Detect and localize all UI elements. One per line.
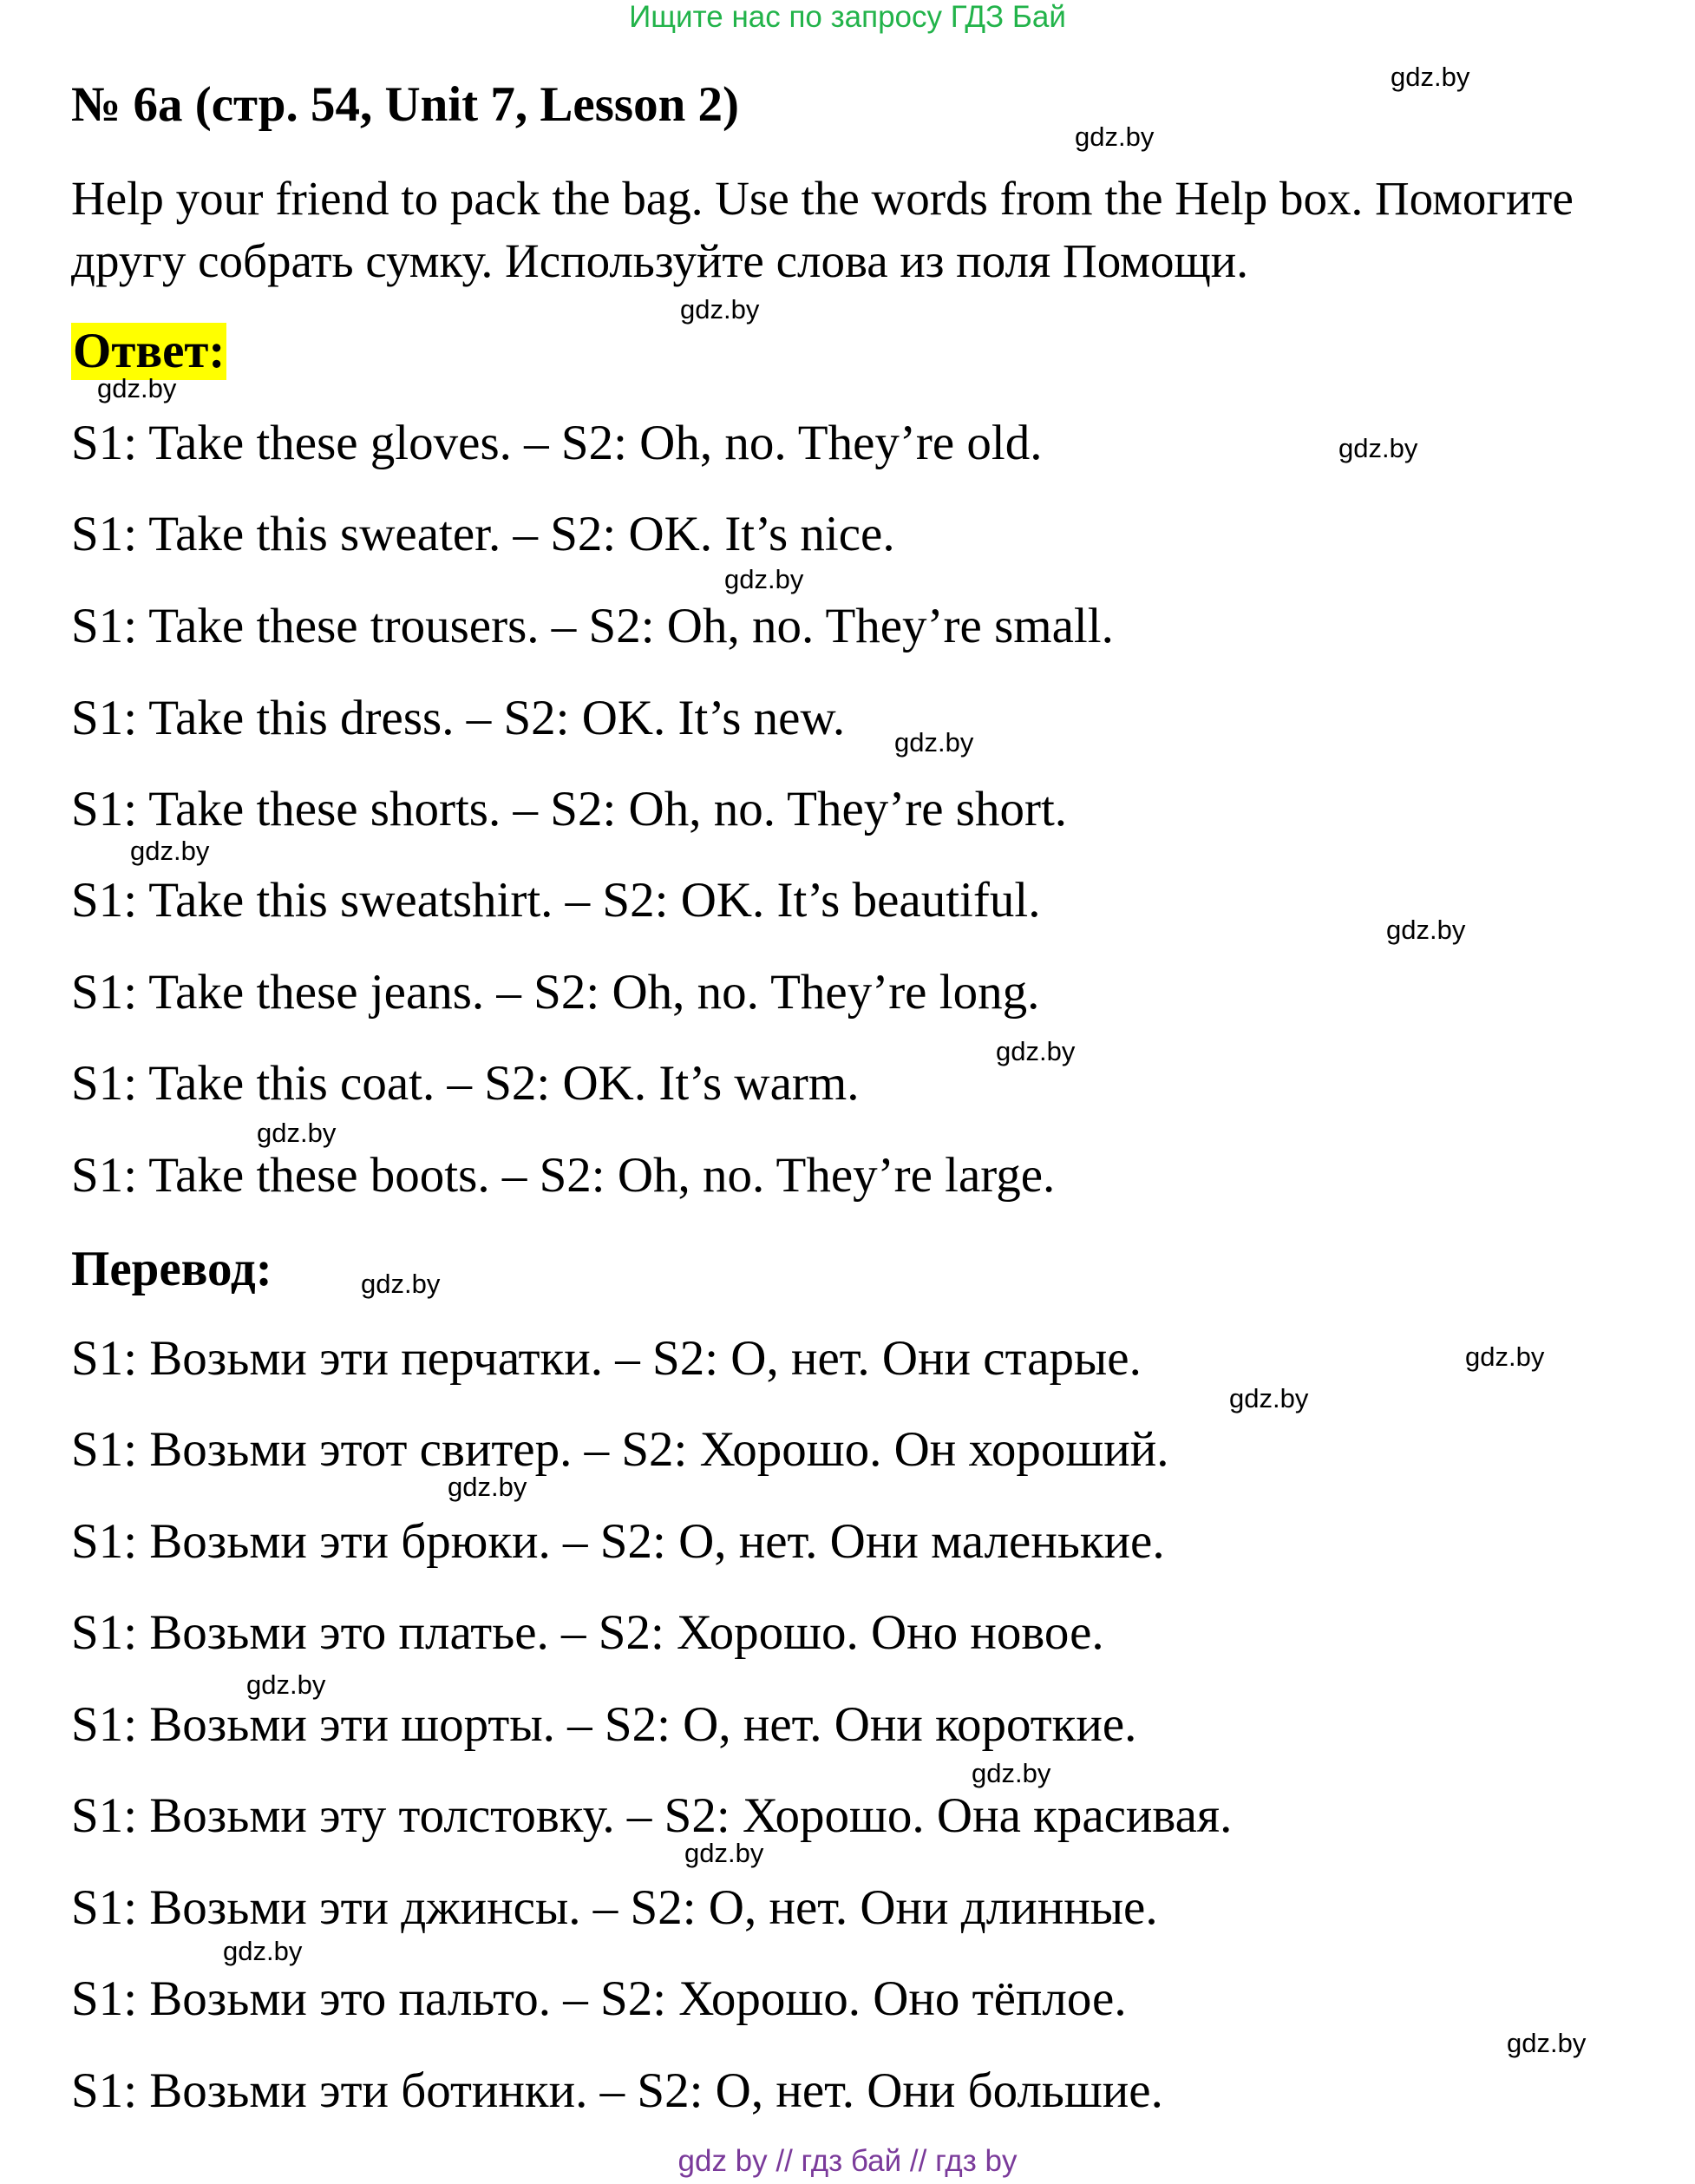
watermark: gdz.by (1465, 1341, 1545, 1372)
exercise-instructions: Help your friend to pack the bag. Use the words from the Help box. Помогите другу собрать сумку. Используйте слова из поля Помощи. (71, 172, 1574, 287)
answer-label: Ответ: (73, 324, 226, 378)
watermark: gdz.by (680, 294, 760, 325)
watermark: gdz.by (1338, 433, 1418, 463)
watermark: gdz.by (1075, 121, 1155, 152)
watermark: gdz.by (972, 1758, 1051, 1788)
watermark: gdz.by (223, 1936, 303, 1966)
translation-line: S1: Возьми эти джинсы. – S2: О, нет. Они длинные. (71, 1880, 1158, 1935)
watermark: gdz.by (448, 1472, 527, 1502)
watermark: gdz.by (97, 373, 177, 403)
translation-line: S1: Возьми эти брюки. – S2: О, нет. Они маленькие. (71, 1514, 1165, 1569)
answer-line: S1: Take this dress. – S2: OK. It’s new. (71, 691, 846, 745)
answer-line: S1: Take these trousers. – S2: Oh, no. They’re small. (71, 599, 1114, 653)
watermark: gdz.by (996, 1036, 1076, 1066)
translation-line: S1: Возьми эту толстовку. – S2: Хорошо. Она красивая. (71, 1788, 1233, 1843)
translation-line: S1: Возьми эти ботинки. – S2: О, нет. Они большие. (71, 2063, 1163, 2118)
answer-line: S1: Take this sweatshirt. – S2: OK. It’s beautiful. (71, 873, 1041, 928)
footer-links: gdz by // гдз бай // гдз by (677, 2144, 1018, 2178)
watermark: gdz.by (361, 1269, 441, 1299)
translation-line: S1: Возьми эти шорты. – S2: О, нет. Они короткие. (71, 1697, 1137, 1752)
answer-line: S1: Take this coat. – S2: OK. It’s warm. (71, 1056, 860, 1111)
translation-line: S1: Возьми это платье. – S2: Хорошо. Оно новое. (71, 1605, 1104, 1660)
watermark: gdz.by (724, 564, 804, 594)
watermark: gdz.by (894, 727, 974, 758)
translation-line: S1: Возьми это пальто. – S2: Хорошо. Оно тёплое. (71, 1971, 1127, 2026)
answer-line: S1: Take these gloves. – S2: Oh, no. They’re old. (71, 416, 1043, 470)
watermark: gdz.by (684, 1838, 764, 1868)
watermark: gdz.by (130, 836, 210, 866)
watermark: gdz.by (1386, 915, 1466, 945)
translation-label: Перевод: (71, 1242, 272, 1296)
answer-line: S1: Take these jeans. – S2: Oh, no. They’re long. (71, 965, 1040, 1020)
translation-line: S1: Возьми этот свитер. – S2: Хорошо. Он хороший. (71, 1422, 1169, 1477)
watermark: gdz.by (1507, 2028, 1587, 2058)
watermark: gdz.by (257, 1118, 337, 1148)
answer-line: S1: Take these shorts. – S2: Oh, no. They’re short. (71, 782, 1068, 836)
watermark: gdz.by (1391, 62, 1470, 92)
watermark: gdz.by (246, 1669, 326, 1700)
answer-line: S1: Take these boots. – S2: Oh, no. They’re large. (71, 1148, 1056, 1203)
translation-line: S1: Возьми эти перчатки. – S2: О, нет. Они старые. (71, 1331, 1142, 1386)
answer-line: S1: Take this sweater. – S2: OK. It’s nice. (71, 507, 895, 561)
top-banner: Ищите нас по запросу ГДЗ Бай (629, 0, 1066, 34)
exercise-title: № 6а (стр. 54, Unit 7, Lesson 2) (71, 77, 740, 132)
watermark: gdz.by (1229, 1383, 1309, 1413)
